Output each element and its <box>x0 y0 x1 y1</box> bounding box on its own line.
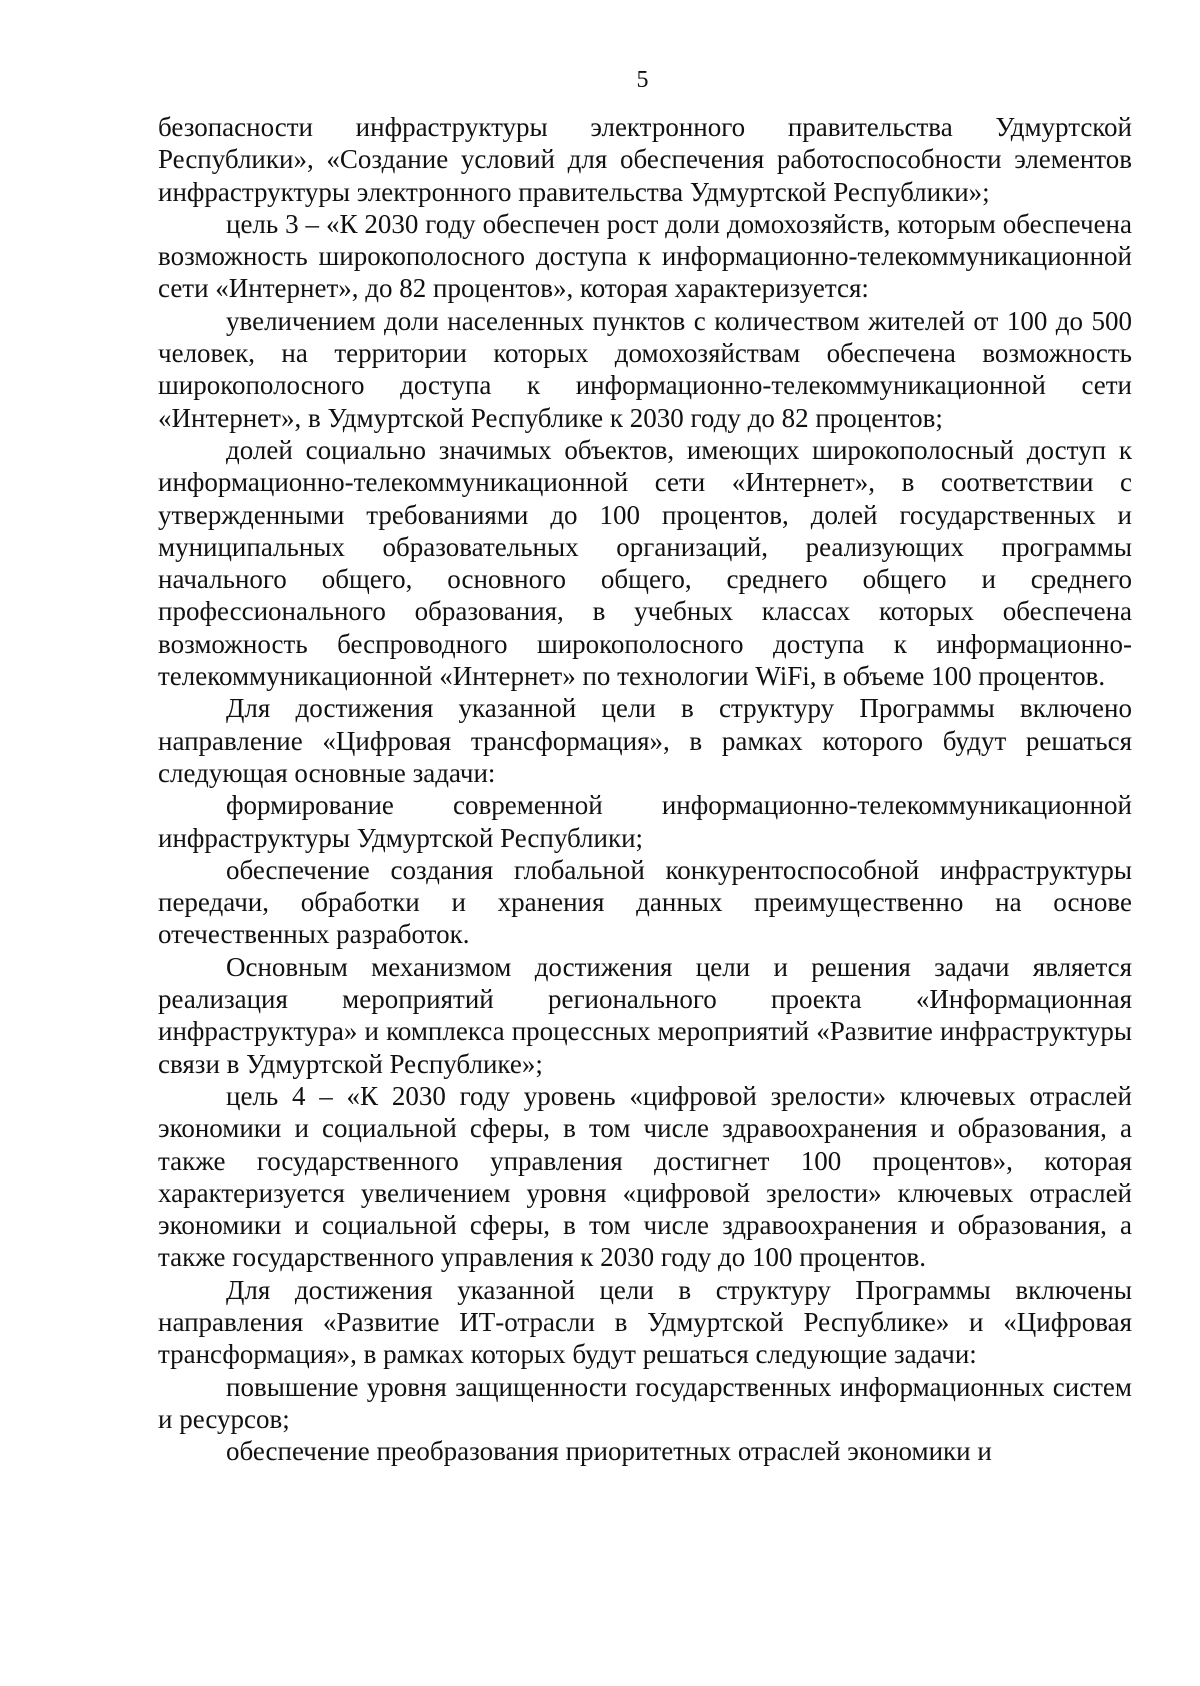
paragraph: обеспечение преобразования приоритетных отраслей экономики и <box>226 1436 992 1467</box>
paragraph: обеспечение создания глобальной конкурентоспособной инфраструктуры передачи, обработки и хранения данных преимущественно на основе отечественных разработок. <box>158 854 1132 950</box>
paragraph: безопасности инфраструктуры электронного правительства Удмуртской Республики», «Создание условий для обеспечения работоспособности элементов инфраструктуры электронного правительства Удмуртской Республики»; <box>158 112 1132 207</box>
paragraph: долей социально значимых объектов, имеющих широкополосный доступ к информационно-телекоммуникационной сети «Интернет», в соответствии с утвержденными требованиями до 100 процентов, долей государственных и муниципальных образовательных организаций, реализующих программы начального общего, основного общего, среднего общего и среднего профессионального образования, в учебных классах которых обеспечена возможность беспроводного широкополосного доступа к информационно-телекоммуникационной «Интернет» по технологии WiFi, в объеме 100 процентов. <box>158 434 1132 692</box>
paragraph: Для достижения указанной цели в структуру Программы включено направление «Цифровая трансформация», в рамках которого будут решаться следующая основные задачи: <box>158 693 1132 788</box>
document-body <box>158 111 1132 1467</box>
paragraph: формирование современной информационно-телекоммуникационной инфраструктуры Удмуртской Республики; <box>158 790 1132 853</box>
paragraph: увеличением доли населенных пунктов с количеством жителей от 100 до 500 человек, на территории которых домохозяйствам обеспечена возможность широкополосного доступа к информационно-телекоммуникационной сети «Интернет», в Удмуртской Республике к 2030 году до 82 процентов; <box>158 305 1132 433</box>
paragraph: повышение уровня защищенности государственных информационных систем и ресурсов; <box>158 1371 1132 1434</box>
paragraph: Для достижения указанной цели в структуру Программы включены направления «Развитие ИТ-отрасли в Удмуртской Республике» и «Цифровая трансформация», в рамках которых будут решаться следующие задачи: <box>158 1274 1132 1370</box>
paragraph: цель 4 – «К 2030 году уровень «цифровой зрелости» ключевых отраслей экономики и социальной сферы, в том числе здравоохранения и образования, а также государственного управления достигнет 100 процентов», которая характеризуется увеличением уровня «цифровой зрелости» ключевых отраслей экономики и социальной сферы, в том числе здравоохранения и образования, а также государственного управления к 2030 году до 100 процентов. <box>158 1080 1132 1273</box>
page-number: 5 <box>636 67 649 93</box>
paragraph: цель 3 – «К 2030 году обеспечен рост доли домохозяйств, которым обеспечена возможность широкополосного доступа к информационно-телекоммуникационной сети «Интернет», до 82 процентов», которая характеризуется: <box>158 208 1132 304</box>
paragraph: Основным механизмом достижения цели и решения задачи является реализация мероприятий регионального проекта «Информационная инфраструктура» и комплекса процессных мероприятий «Развитие инфраструктуры связи в Удмуртской Республике»; <box>158 951 1132 1079</box>
